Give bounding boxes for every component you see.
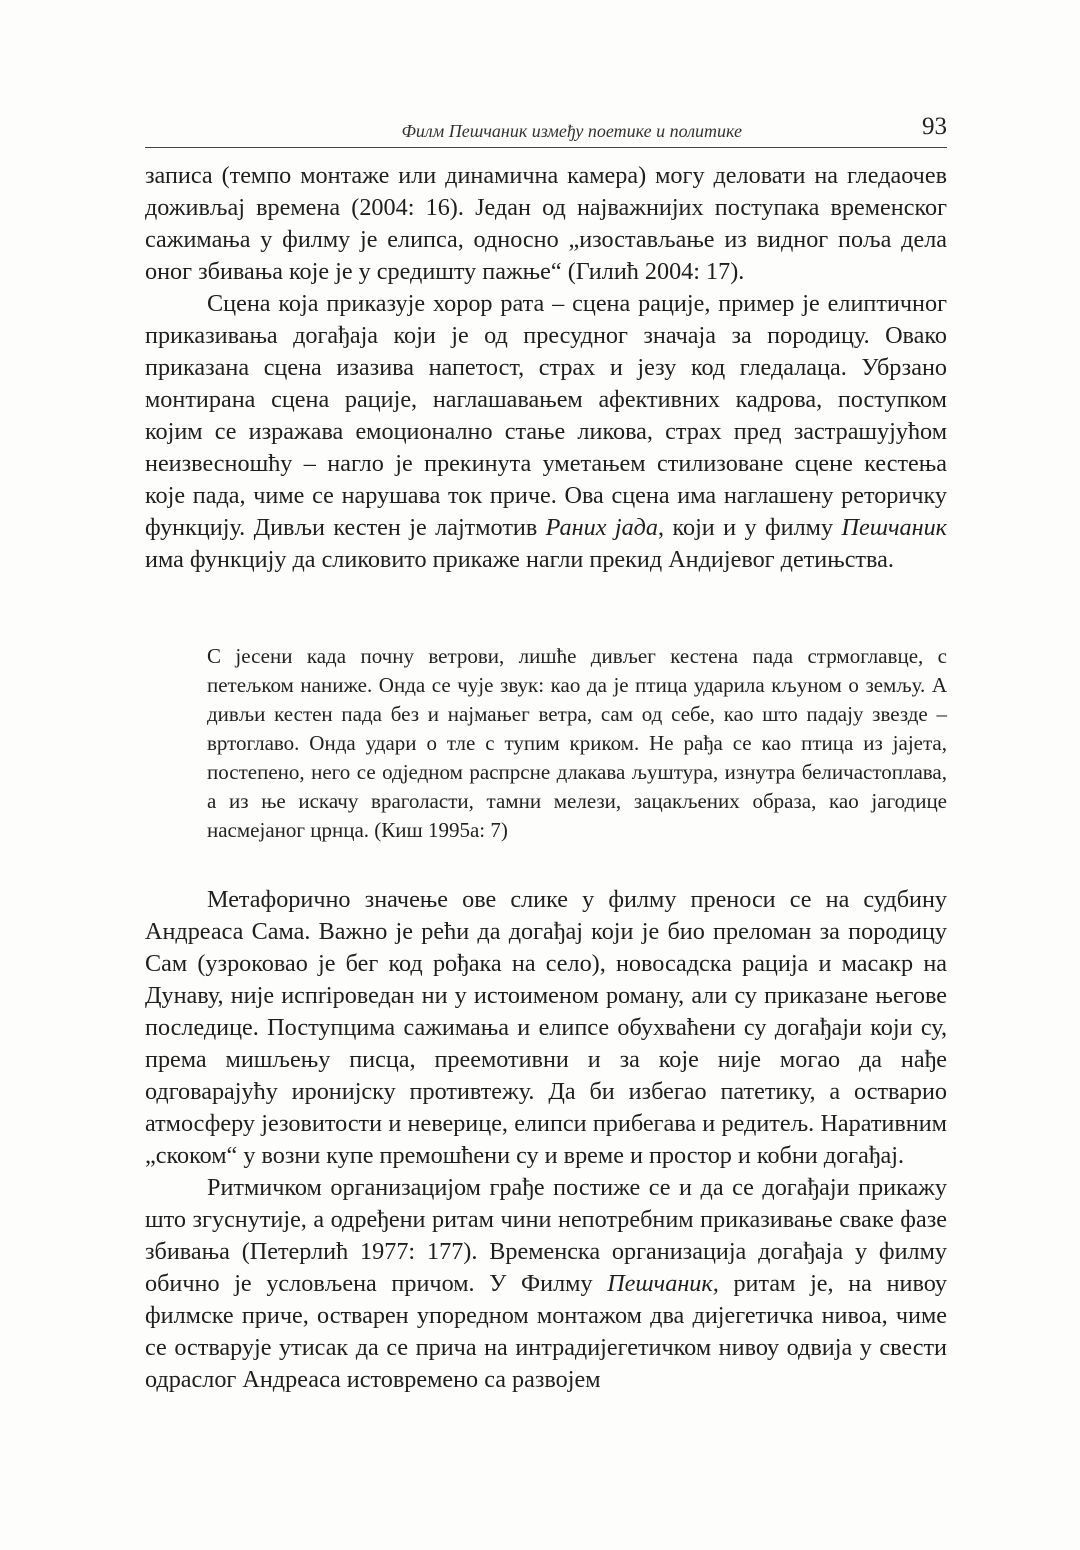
paragraph-2-text-a: Сцена која приказује хорор рата – сцена рације, пример је елиптичног приказивања догађаја који је од пресудног значаја за породицу. Овако приказана сцена изазива напетост, страх и језу код гледалаца. Убрзано монтирана сцена рације, наглашавањем афективних кадрова, поступком којим се изражава емоционално стање ликова, страх пред застрашујућом неизвесношћу – нагло је прекинута уметањем стилизоване сцене кестења које пада, чиме се нарушава ток приче. Ова сцена има наглашену реторичку функцију. Дивљи кестен је лајтмотив [145, 290, 947, 541]
paragraph-1: записа (темпо монтаже или динамична камера) могу деловати на гледаочев доживљај времена (2004: 16). Један од најважнијих поступака временског сажимања у филму је елипса, односно „изостављање из видног поља дела оног збивања које је у средишту пажње“ (Гилић 2004: 17). [145, 162, 947, 285]
paragraph-4-title-pescanik: Пешчаник, [607, 1270, 719, 1297]
paragraph-4-text-a: Ритмичком организацијом грађе постиже се и да се догађаји прикажу што згуснутије, а одређени ритам чини непотребним приказивање сваке фазе збивања (Петерлић 1977: 177). Временска организација догађаја у филму обично је условљена причом. У Филму [145, 1174, 947, 1297]
paragraph-2 [145, 288, 947, 576]
paragraph-2-text-b: , који и у филму [658, 514, 842, 541]
paragraph-3: Метафорично значење ове слике у филму преноси се на судбину Андреаса Сама. Важно је рећи да догађај који је био преломан за породицу Сам (узроковао је бег код рођака на село), новосадска рација и масакр на Дунаву, није испripoведан ни у истоименом роману, али су приказане његове последице. Поступцима сажимања и елипсе обухваћени су догађаји који су, према мишљењу писца, преемотивни и за које није могао да нађе одговарајућу иронијску противтежу. Да би избегао патетику, а остварио атмосферу језовитости и неверице, елипси прибегава и редитељ. Наративним „скоком“ у возни купе премошћени су и време и простор и кобни догађај. [145, 886, 947, 1169]
body-text-lower [145, 884, 947, 1396]
body-text-upper [145, 160, 947, 576]
block-quote [207, 642, 947, 845]
page-number: 93 [922, 113, 947, 140]
paragraph-4-text-b: ритам је, на нивоу филмске приче, остварен упоредном монтажом два дијегетичка нивоа, чиме се остварује утисак да се прича на интрадијегетичком нивоу одвија у свести одраслог Андреаса истовремено са развојем [145, 1270, 947, 1393]
paragraph-2-title-rani-jadi: Раних јада [545, 514, 658, 541]
block-quote-text: С јесени када почну ветрови, лишће дивљег кестена пада стрмоглавце, с петељком наниже. Онда се чује звук: као да је птица ударила кљуном о земљу. А дивљи кестен пада без и најмањег ветра, сам од себе, као што падају звезде – вртоглаво. Онда удари о тле с тупим криком. Не рађа се као птица из јајета, постепено, него се одједном распрсне длакава љуштура, изнутра беличастоплава, а из ње искачу враголасти, тамни мелези, зацакљених образа, као јагодице насмејаног црнца. (Киш 1995а: 7) [207, 644, 947, 842]
running-header [145, 113, 947, 148]
running-title: Филм Пешчаник између поетике и политике [401, 121, 742, 141]
paragraph-4 [145, 1172, 947, 1396]
paragraph-2-title-pescanik: Пешчаник [841, 514, 948, 541]
paragraph-2-text-c: има функцију да сликовито прикаже нагли прекид Андијевог детињства. [145, 546, 894, 573]
